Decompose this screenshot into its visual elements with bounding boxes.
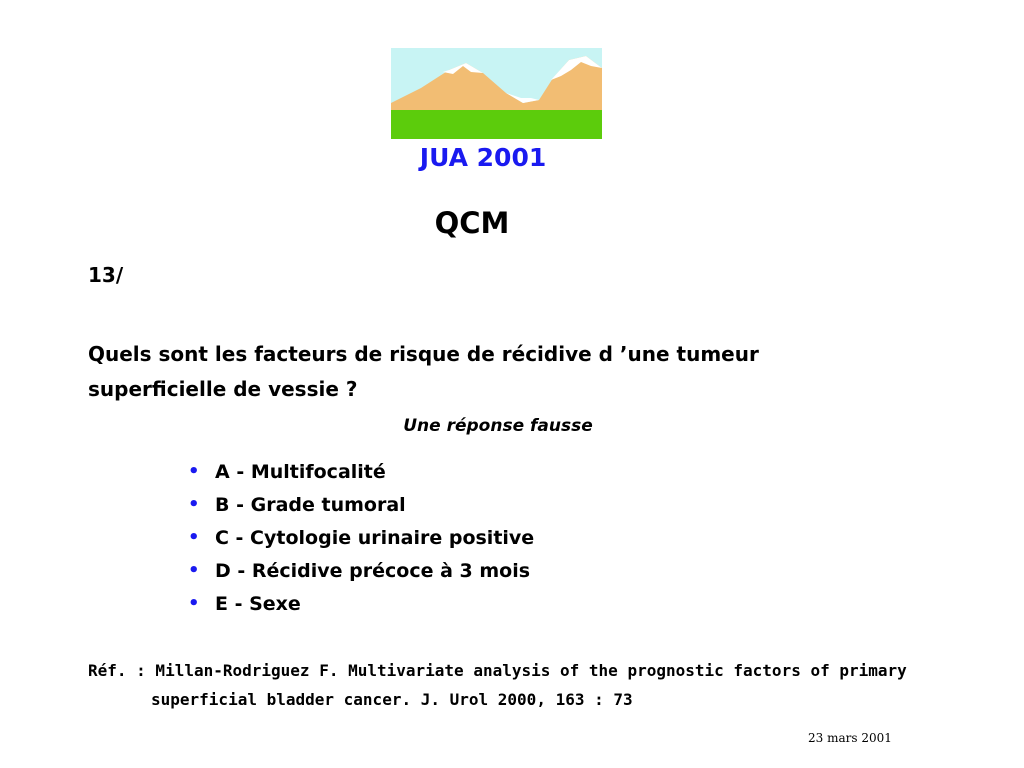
conference-logo-icon xyxy=(391,48,602,139)
reference-line-2: superficial bladder cancer. J. Urol 2000, 163 : 73 xyxy=(151,690,633,709)
option-label: E - Sexe xyxy=(215,593,301,615)
option-d xyxy=(188,560,534,593)
option-label: A - Multifocalité xyxy=(215,461,386,483)
question-line-1: Quels sont les facteurs de risque de récidive d ’une tumeur xyxy=(88,342,759,366)
question-number: 13/ xyxy=(88,263,124,287)
slide-title: QCM xyxy=(434,206,510,240)
question-line-2: superficielle de vessie ? xyxy=(88,377,358,401)
option-c xyxy=(188,527,534,560)
bullet-icon: • xyxy=(188,461,200,482)
reference-citation xyxy=(88,656,988,714)
bullet-icon: • xyxy=(188,494,200,515)
option-e xyxy=(188,593,534,626)
conference-title: JUA 2001 xyxy=(419,143,547,172)
option-label: B - Grade tumoral xyxy=(215,494,406,516)
question-text xyxy=(88,337,868,407)
option-b xyxy=(188,494,534,527)
slide-date: 23 mars 2001 xyxy=(808,731,892,745)
option-a xyxy=(188,461,534,494)
bullet-icon: • xyxy=(188,593,200,614)
answer-instruction: Une réponse fausse xyxy=(403,416,593,436)
bullet-icon: • xyxy=(188,527,200,548)
option-label: C - Cytologie urinaire positive xyxy=(215,527,535,549)
options-list xyxy=(188,461,534,626)
option-label: D - Récidive précoce à 3 mois xyxy=(215,560,531,582)
reference-line-1: Réf. : Millan-Rodriguez F. Multivariate analysis of the prognostic factors of primary xyxy=(88,661,907,680)
bullet-icon: • xyxy=(188,560,200,581)
